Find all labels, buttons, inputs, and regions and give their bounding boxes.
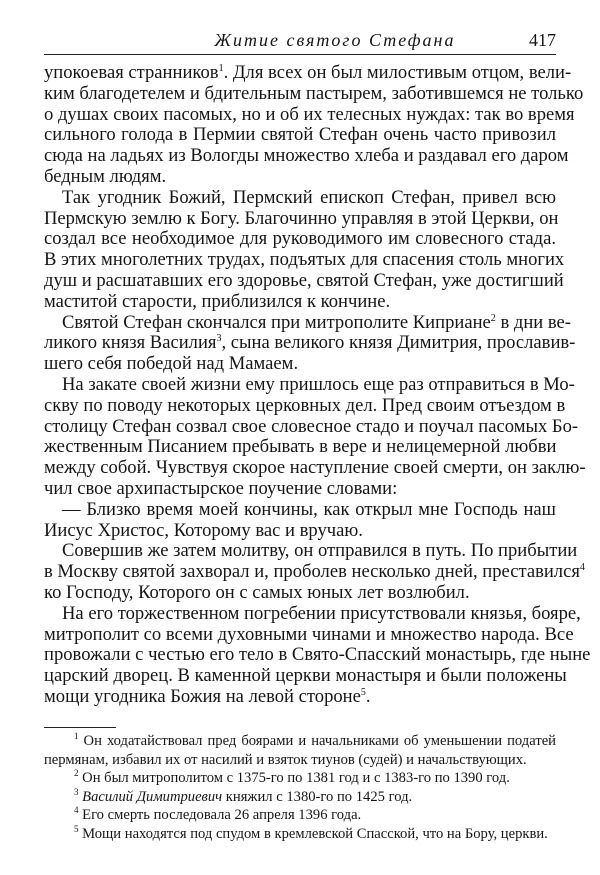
paragraph [44,373,586,500]
text-line [44,561,585,583]
text-segment: Мощи находятся под спудом в кремлевской Спасской, что на Бору, церкви. [78,825,548,842]
text-line [44,751,556,770]
text-segment: маститой старости, приблизился к кончине. [44,290,391,312]
text-segment: . [365,685,371,707]
text-segment: Так угодник Божий, Пермский епископ Стефан, привел всю [62,186,556,208]
text-segment: . Для всех он был милостивым отцом, вели- [223,62,572,83]
text-segment: сильного голода в Пермии святой Стефан очень часто привозил [44,124,556,146]
text-line [44,292,556,313]
text-line [44,229,556,250]
text-segment: упокоевая странников [44,62,219,83]
text-line [44,623,574,646]
text-line [44,207,559,230]
text-line [44,437,556,458]
text-segment: Его смерть последовала 26 апреля 1396 года. [78,807,362,824]
text-line [44,602,581,625]
text-segment: — Близко время моей кончины, как открыл мне Господь наш [62,498,556,520]
footnote-marker: 2 [490,312,496,324]
text-segment: Совершив же затем молитву, он отправился в путь. По прибытии [62,540,578,562]
text-line [44,806,556,825]
text-line [44,665,567,687]
text-line [44,125,556,146]
text-line [44,188,556,209]
footnote-marker: 3 [216,333,222,345]
text-segment: шего себя победой над Мамаем. [44,353,299,375]
footnote [44,806,556,825]
text-line [44,394,566,417]
footnote-divider [44,727,116,728]
text-line [44,687,556,708]
text-segment: В этих многолетних трудах, подъятых для спасения столь многих [44,249,565,271]
text-segment: в Москву святой захворал и, проболев несколько дней, преставился [44,561,580,583]
text-segment: между собой. Чувствуя скорое наступление своей смерти, он заклю- [44,457,586,479]
text-line [44,249,565,271]
footnote [44,825,556,844]
footnote [44,769,556,788]
text-line [44,269,564,292]
text-segment: Иисус Христос, Которому вас и вручаю. [44,519,363,541]
text-segment: ким благодетелем и бдительным пастырем, заботившемся не только [44,82,584,104]
text-segment: в дни ве- [495,311,571,333]
paragraph [44,540,585,603]
paragraph [44,186,565,313]
text-line [44,521,556,542]
text-line [44,500,556,521]
footnote-marker: 2 [74,768,79,779]
text-line [44,354,556,375]
text-segment: мощи угодника Божия на левой стороне [44,685,361,707]
main-text [44,62,591,708]
footnote-marker: 5 [74,823,79,834]
text-segment: душ и расшатавших его здоровье, святой Стефан, уже достигший [44,269,564,291]
text-segment: бедным людям. [44,165,167,187]
running-header [44,28,556,55]
text-segment: ко Господу, Которого он с самых юных лет возлюбил. [44,581,470,603]
text-line [44,373,575,396]
text-segment: Он ходатайствовал пред боярами и начальниками об уменьшении податей [78,733,556,749]
text-segment: чил свое архипастырское поучение словами: [44,477,398,499]
text-segment: Святой Стефан скончался при митрополите Киприане [62,311,491,333]
footnote [44,732,556,769]
text-segment: царский дворец. В каменной церкви монастыря и были положены [44,665,567,687]
text-line [44,825,556,844]
text-segment: сюда на ладьях из Вологды множество хлеба и раздавал его даром [44,145,569,167]
text-segment: столицу Стефан созвал свое словесное стадо и поучал пасомых Бо- [44,415,579,437]
footnotes [44,732,556,844]
text-segment: Пермскую землю к Богу. Благочинно управляя в этой Церкви, он [44,207,559,229]
text-segment: создал все необходимое для руководимого им словесного стада. [44,228,556,250]
text-segment: митрополит со всеми духовными чинами и множество народа. Все [44,623,574,645]
text-segment: Василий Димитриевич [82,788,223,805]
footnote-marker: 5 [360,686,366,698]
text-segment: жественным Писанием пребывать в вере и нелицемерной любви [44,436,557,458]
text-segment: княжил с 1380-го по 1425 год. [222,788,413,805]
footnote-marker: 1 [218,63,224,74]
paragraph [44,311,576,375]
page-number: 417 [529,30,556,50]
text-segment: пермянам, избавил их от насилий и взяток тиунов (судей) и начальствующих. [44,751,527,768]
text-line [44,167,556,188]
text-line [44,788,556,807]
paragraph [44,62,584,188]
text-line [44,732,556,751]
footnote-marker: 4 [74,805,79,816]
text-line [44,311,571,334]
footnote [44,788,556,807]
text-line [44,415,579,438]
text-segment: На его торжественном погребении присутствовали князья, бояре, [62,602,581,624]
text-segment: ликого князя Василия [44,332,217,354]
text-line [44,479,556,500]
text-line [44,540,578,562]
footnote-marker: 3 [74,786,79,797]
text-line [44,82,584,105]
text-line [44,583,556,604]
text-line [44,769,556,788]
text-segment: о душах своих пасомых, но и об их телесных нуждах: так во время [44,103,575,125]
text-line [44,332,576,354]
text-line [44,62,572,84]
text-segment: На закате своей жизни ему пришлось еще раз отправиться в Мо- [62,373,575,395]
text-segment: скву по поводу некоторых церковных дел. Пред своим отъездом в [44,394,566,416]
text-segment: Он был митрополитом с 1375-го по 1381 год и с 1383-го по 1390 год. [78,770,510,787]
paragraph [44,602,591,708]
paragraph [44,500,556,542]
text-segment: , сына великого князя Димитрия, прославив- [221,332,576,354]
text-segment: провожали с честью его тело в Свято-Спасский монастырь, где ныне [44,644,591,666]
text-line [44,103,575,126]
footnote-marker: 1 [74,731,79,741]
text-line [44,644,591,666]
running-title: Житие святого Стефана [214,30,456,50]
text-line [44,457,586,479]
footnote-marker: 4 [579,562,585,574]
text-line [44,145,569,167]
